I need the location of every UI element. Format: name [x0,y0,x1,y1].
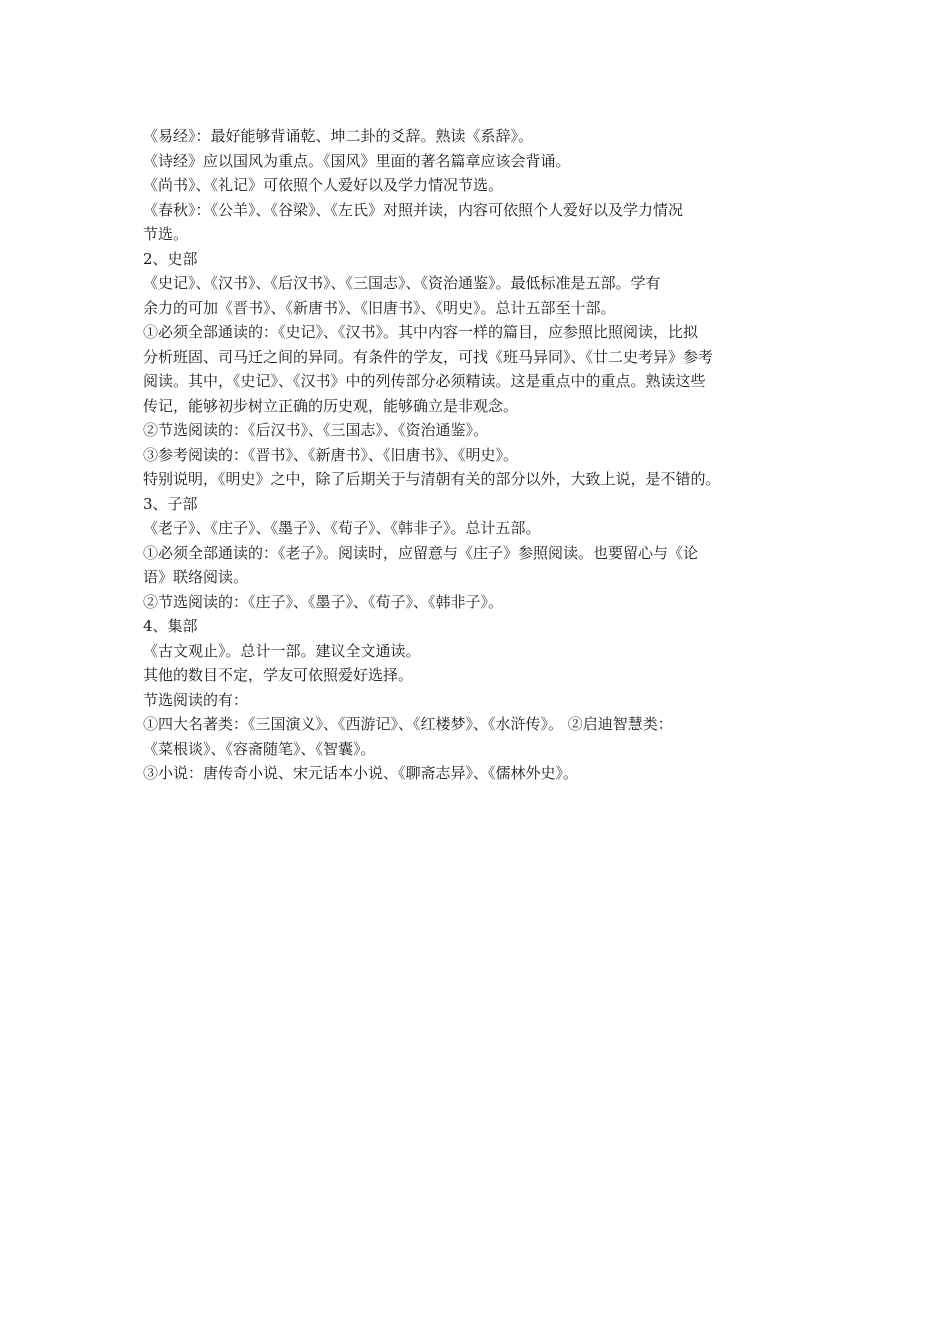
section-heading: 2、史部 [143,249,198,268]
text-line: 特别说明，《明史》之中，除了后期关于与清朝有关的部分以外，大致上说，是不错的。 [143,470,721,488]
text-line: ①四大名著类：《三国演义》、《西游记》、《红楼梦》、《水浒传》。 ②启迪智慧类： [143,715,673,733]
text-line: 余力的可加《晋书》、《新唐书》、《旧唐书》、《明史》。总计五部至十部。 [143,298,616,317]
document-body [143,124,811,786]
text-line: ②节选阅读的：《庄子》、《墨子》、《荀子》、《韩非子》。 [143,592,504,611]
text-line: 《史记》、《汉书》、《后汉书》、《三国志》、《资治通鉴》。最低标准是五部。学有 [143,274,661,292]
text-line: 《老子》、《庄子》、《墨子》、《荀子》、《韩非子》。总计五部。 [143,519,541,537]
text-line: 《春秋》：《公羊》、《谷梁》、《左氏》对照并读，内容可依照个人爱好以及学力情况 [143,200,684,219]
text-line: ③小说：唐传奇小说、宋元话本小说、《聊斋志异》、《儒林外史》。 [143,764,579,782]
section-heading: 4、集部 [143,617,198,635]
text-line: 《菜根谈》、《容斋随笔》、《智囊》。 [143,739,376,758]
text-line: 语》联络阅读。 [143,568,249,586]
text-line: ①必须全部通读的：《老子》。阅读时，应留意与《庄子》参照阅读。也要留心与《论 [143,543,699,562]
text-line: 节选。 [143,225,189,243]
text-line: 《古文观止》。总计一部。建议全文通读。 [143,641,421,660]
text-line: 分析班固、司马迁之间的异同。有条件的学友，可找《班马异同》、《廿二史考异》参考 [143,347,714,366]
text-line: 《易经》：最好能够背诵乾、坤二卦的爻辞。熟读《系辞》。 [143,127,534,145]
text-line: 《尚书》、《礼记》可依照个人爱好以及学力情况节选。 [143,176,504,194]
section-heading: 3、子部 [143,494,198,513]
text-line: ①必须全部通读的：《史记》、《汉书》。其中内容一样的篇目，应参照比照阅读，比拟 [143,323,699,341]
text-line: 其他的数目不定，学友可依照爱好选择。 [143,666,414,684]
text-line: ③参考阅读的：《晋书》、《新唐书》、《旧唐书》、《明史》。 [143,445,519,464]
text-line: 节选阅读的有： [143,690,249,709]
text-line: ②节选阅读的：《后汉书》、《三国志》、《资治通鉴》。 [143,421,489,439]
text-line: 阅读。其中，《史记》、《汉书》中的列传部分必须精读。这是重点中的重点。熟读这些 [143,372,706,390]
text-line: 《诗经》应以国风为重点。《国风》里面的著名篇章应该会背诵。 [143,151,571,170]
text-line: 传记，能够初步树立正确的历史观，能够确立是非观念。 [143,396,519,415]
